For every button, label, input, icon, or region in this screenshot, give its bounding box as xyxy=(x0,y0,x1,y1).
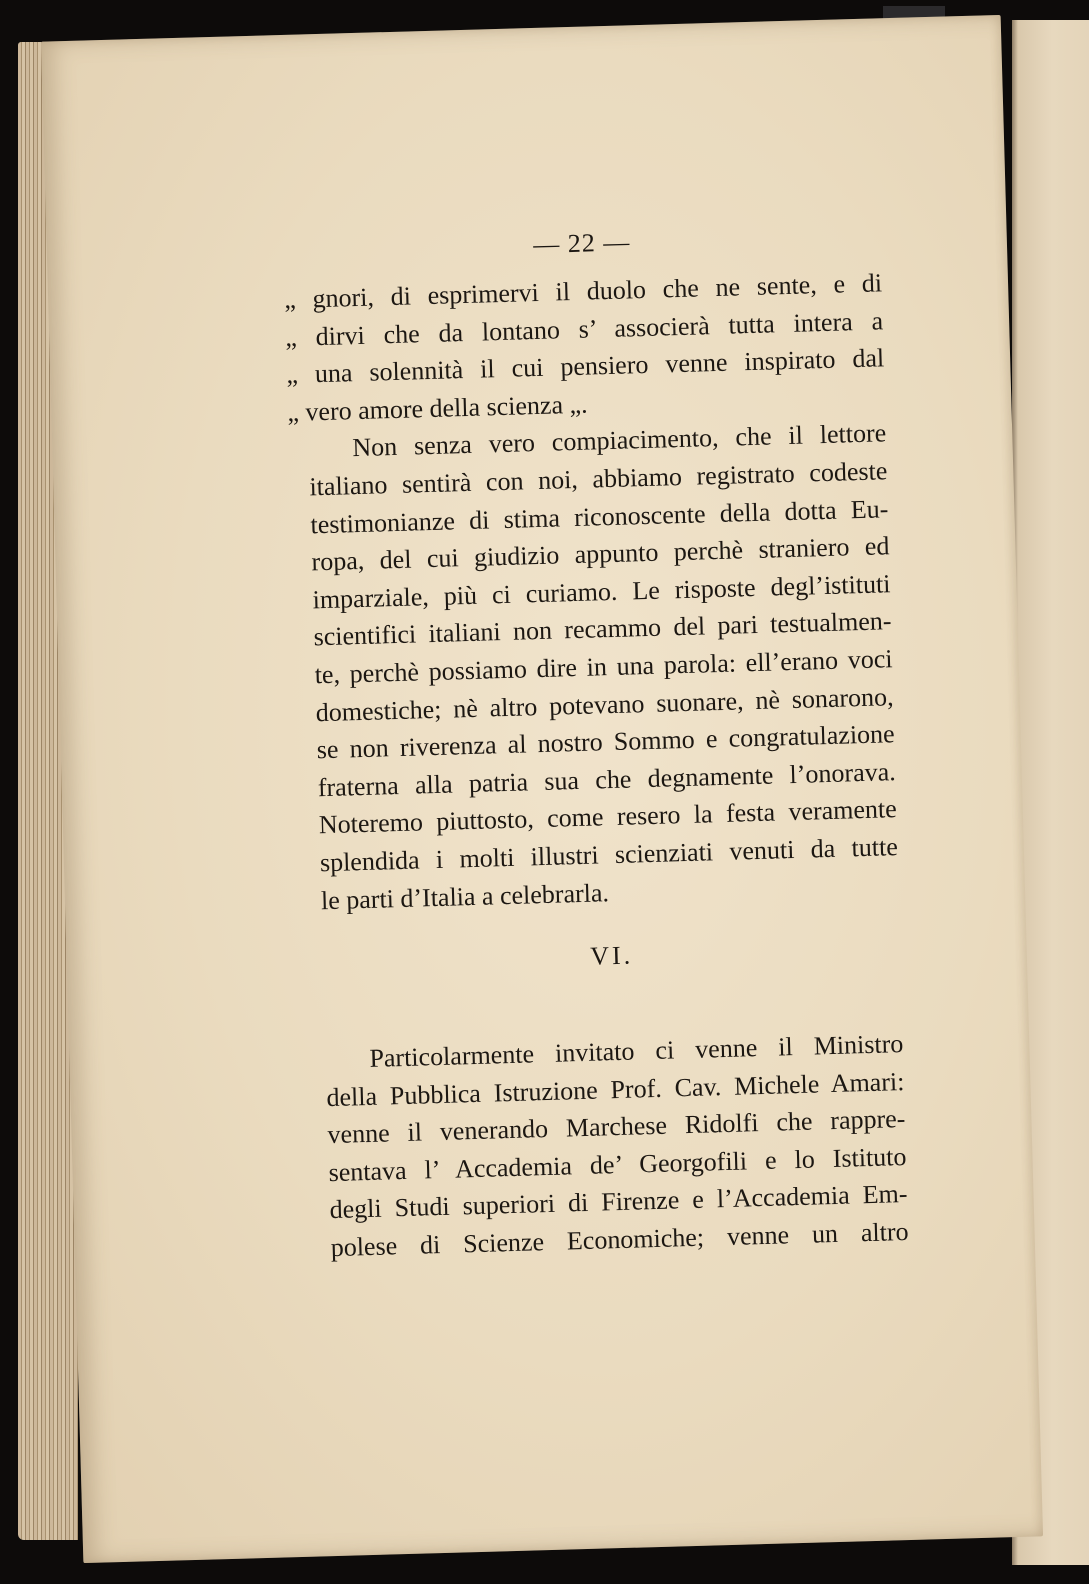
text-line: Noteremo piuttosto, come resero la festa veramente xyxy=(318,794,898,840)
text-line: italiano sentirà con noi, abbiamo registrato codeste xyxy=(309,456,888,502)
text-line: le parti d’Italia a celebrarla. xyxy=(320,877,610,915)
text-line: „ vero amore della scienza „. xyxy=(286,389,588,427)
text-line: „ dirvi che da lontano s’ associerà tutta intera a xyxy=(284,305,884,352)
page-number: — 22 — xyxy=(532,227,631,260)
text-line: domestiche; nè altro potevano suonare, nè sonarono, xyxy=(315,681,894,727)
section-heading: VI. xyxy=(589,940,634,971)
text-line: della Pubblica Istruzione Prof. Cav. Michele Amari: xyxy=(326,1066,905,1112)
text-line: polese di Scienze Economiche; venne un altro xyxy=(330,1217,909,1263)
text-line: „ una solennità il cui pensiero venne inspirato dal xyxy=(285,343,885,390)
text-line: fraterna alla patria sua che degnamente l’onorava. xyxy=(317,756,897,802)
text-line: Particolarmente invitato ci venne il Ministro xyxy=(369,1029,904,1074)
text-line: degli Studi superiori di Firenze e l’Accademia Em- xyxy=(329,1179,908,1225)
text-line: se non riverenza al nostro Sommo e congratulazione xyxy=(316,719,895,765)
text-line: testimonianze di stima riconoscente della dotta Eu- xyxy=(310,493,889,539)
page-text xyxy=(282,216,909,1267)
text-line: splendida i molti illustri scienziati venuti da tutte xyxy=(319,832,899,878)
text-line: sentava l’ Accademia de’ Georgofili e lo Istituto xyxy=(328,1141,907,1187)
text-line: scientifici italiani non recammo del pari testualmen- xyxy=(313,606,892,652)
quote-block xyxy=(284,264,886,431)
text-line: „ gnori, di esprimervi il duolo che ne sente, e di xyxy=(283,268,883,315)
text-line: imparziale, più ci curiamo. Le risposte degl’istituti xyxy=(312,568,891,615)
paragraph-1 xyxy=(288,415,899,920)
text-line: te, perchè possiamo dire in una parola: ell’erano voci xyxy=(314,644,893,690)
text-line: Non senza vero compiacimento, che il lettore xyxy=(352,418,887,463)
text-line: ropa, del cui giudizio appunto perchè straniero ed xyxy=(311,531,890,577)
book-page xyxy=(41,15,1043,1563)
paragraph-2 xyxy=(305,1025,909,1267)
text-line: venne il venerando Marchese Ridolfi che rappre- xyxy=(327,1104,906,1150)
